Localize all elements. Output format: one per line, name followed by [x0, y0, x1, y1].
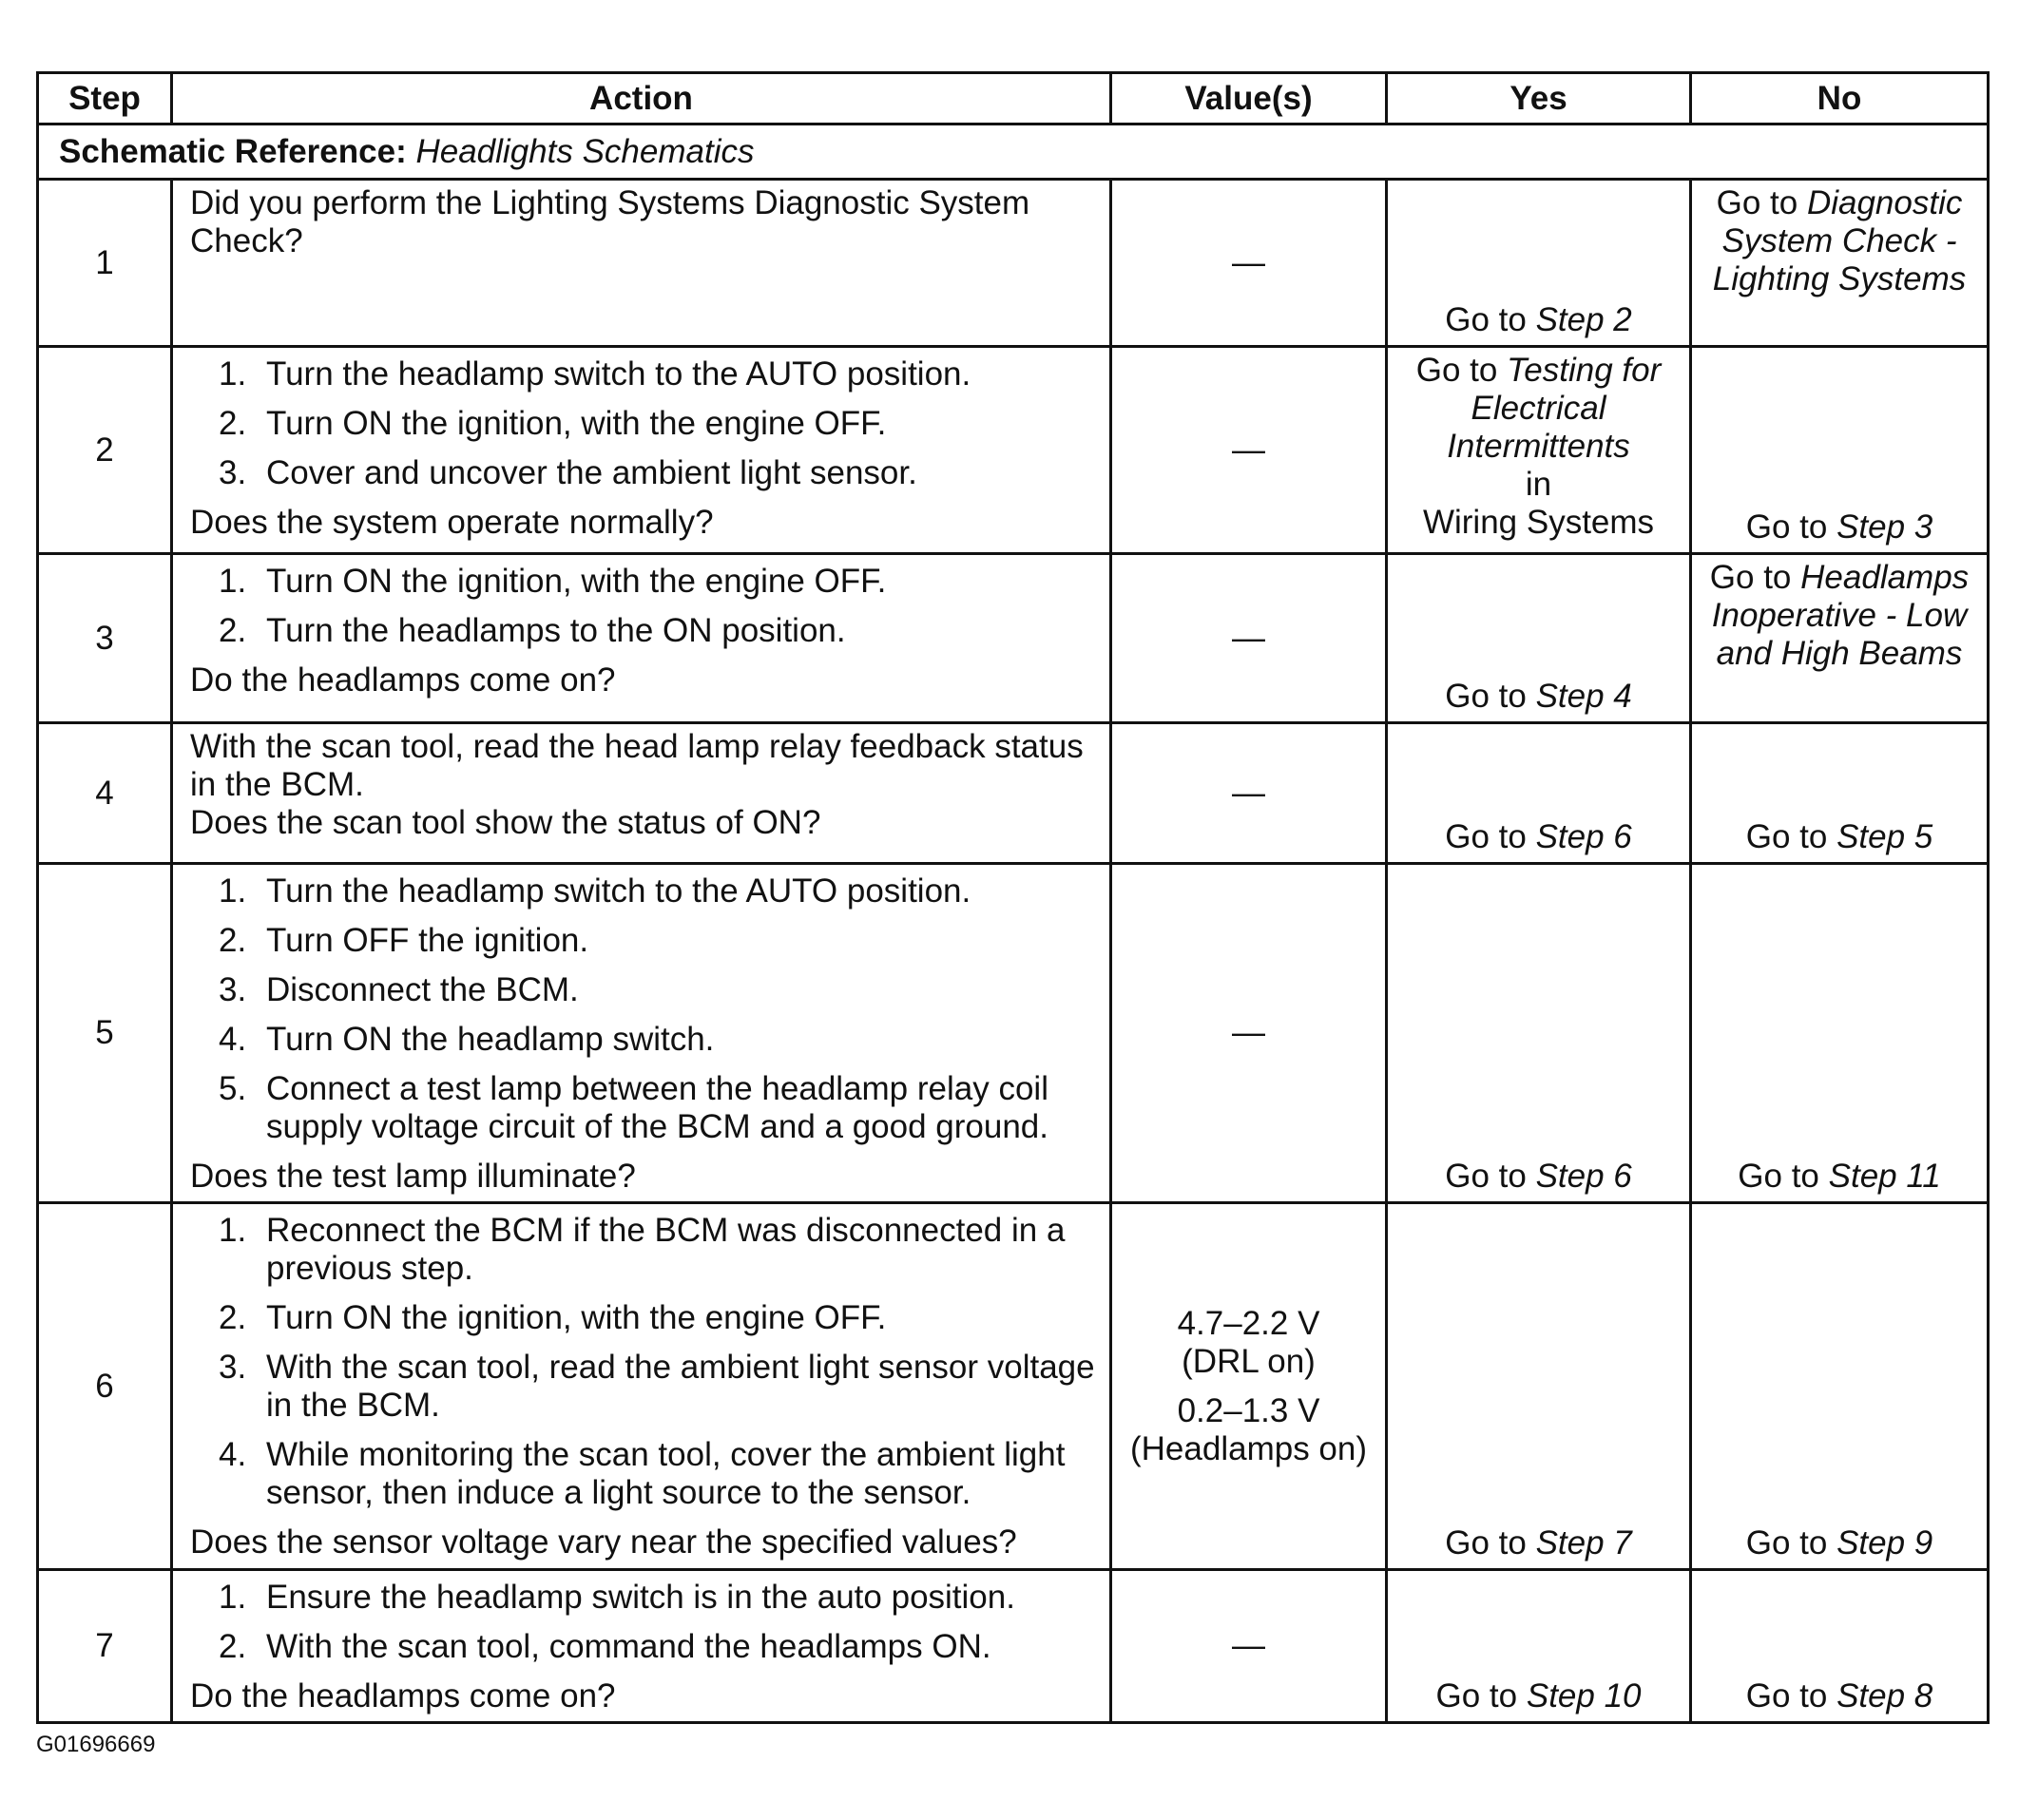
- no-answer: [1692, 1524, 1987, 1562]
- no-cell: [1691, 723, 1989, 864]
- no-link[interactable]: Step 5: [1836, 818, 1933, 855]
- table-row: [38, 864, 1989, 1203]
- step-number: 1: [38, 180, 172, 347]
- action-list: [190, 1212, 1100, 1512]
- values-cell: [1111, 723, 1387, 864]
- yes-link[interactable]: Step 10: [1526, 1677, 1642, 1715]
- value-line: (Headlamps on): [1130, 1429, 1367, 1467]
- action-question: Do the headlamps come on?: [190, 661, 616, 699]
- yes-prefix: Go to: [1445, 678, 1527, 715]
- no-cell: [1691, 1570, 1989, 1723]
- yes-answer: [1388, 1158, 1689, 1196]
- values-cell: [1111, 554, 1387, 723]
- action-item-number: 2.: [219, 1628, 247, 1665]
- action-item: [190, 922, 1100, 960]
- action-item-text: Turn OFF the ignition.: [266, 922, 589, 959]
- action-item-text: Connect a test lamp between the headlamp relay coil supply voltage circuit of the BCM and a good ground.: [266, 1070, 1048, 1145]
- value-line: —: [1232, 774, 1265, 812]
- yes-link[interactable]: Step 7: [1535, 1524, 1632, 1561]
- no-cell: [1691, 180, 1989, 347]
- action-item-number: 1.: [219, 872, 247, 910]
- action-item: [190, 872, 1100, 910]
- yes-link[interactable]: Step 6: [1535, 818, 1632, 855]
- table-row: [38, 723, 1989, 864]
- yes-answer: [1388, 1677, 1689, 1715]
- yes-link[interactable]: Step 4: [1535, 678, 1632, 715]
- action-question: Do the headlamps come on?: [190, 1677, 616, 1715]
- no-prefix: Go to: [1745, 508, 1828, 546]
- no-prefix: Go to: [1738, 1158, 1819, 1195]
- action-cell: [172, 347, 1111, 554]
- no-link[interactable]: Headlamps Inoperative - Low and High Beams: [1711, 559, 1970, 672]
- action-item-number: 4.: [219, 1021, 247, 1058]
- value-line: —: [1232, 243, 1265, 281]
- figure-id: G01696669: [36, 1732, 156, 1757]
- yes-link[interactable]: Step 6: [1535, 1158, 1632, 1195]
- header-no: No: [1691, 73, 1989, 125]
- values-cell: [1111, 1570, 1387, 1723]
- yes-prefix: Go to: [1445, 301, 1527, 338]
- value-line: 0.2–1.3 V: [1177, 1391, 1320, 1429]
- header-values: Value(s): [1111, 73, 1387, 125]
- action-cell: [172, 180, 1111, 347]
- action-cell: [172, 1570, 1111, 1723]
- step-number: 6: [38, 1203, 172, 1570]
- schematic-row: [38, 125, 1989, 180]
- value-line: —: [1232, 619, 1265, 657]
- yes-answer: [1388, 301, 1689, 339]
- action-item-number: 2.: [219, 922, 247, 959]
- yes-suffix-in: in: [1525, 466, 1552, 503]
- no-prefix: Go to: [1745, 818, 1828, 855]
- action-item-number: 4.: [219, 1436, 247, 1473]
- no-answer: [1692, 184, 1987, 298]
- action-item-number: 5.: [219, 1070, 247, 1107]
- action-list: [190, 355, 1100, 492]
- action-question: Does the system operate normally?: [190, 504, 714, 541]
- diagnostic-table: [36, 71, 1990, 1724]
- action-item-text: With the scan tool, command the headlamps ON.: [266, 1628, 991, 1665]
- yes-prefix: Go to: [1415, 352, 1498, 389]
- schematic-reference: [38, 125, 1989, 180]
- action-item: [190, 1349, 1100, 1425]
- action-item: [190, 612, 1100, 650]
- header-action: Action: [172, 73, 1111, 125]
- no-answer: [1692, 1158, 1987, 1196]
- action-item-text: With the scan tool, read the ambient light sensor voltage in the BCM.: [266, 1349, 1095, 1424]
- no-prefix: Go to: [1745, 1524, 1828, 1561]
- action-item-text: While monitoring the scan tool, cover the ambient light sensor, then induce a light source to the sensor.: [266, 1436, 1066, 1511]
- yes-answer: [1388, 1524, 1689, 1562]
- values-cell: [1111, 347, 1387, 554]
- step-number: 7: [38, 1570, 172, 1723]
- table-row: [38, 347, 1989, 554]
- action-item-number: 1.: [219, 355, 247, 393]
- header-row: [38, 73, 1989, 125]
- action-item: [190, 1628, 1100, 1666]
- action-item: [190, 405, 1100, 443]
- no-link[interactable]: Step 3: [1836, 508, 1933, 546]
- yes-cell: [1387, 1570, 1691, 1723]
- schematic-link[interactable]: Headlights Schematics: [415, 132, 755, 170]
- yes-prefix: Go to: [1445, 1158, 1527, 1195]
- action-item-number: 1.: [219, 1212, 247, 1249]
- action-item-text: Cover and uncover the ambient light sensor.: [266, 454, 917, 491]
- action-item-number: 2.: [219, 405, 247, 442]
- action-cell: [172, 1203, 1111, 1570]
- action-item: [190, 454, 1100, 492]
- action-intro: Did you perform the Lighting Systems Diagnostic System Check?: [190, 184, 1030, 259]
- action-item: [190, 1212, 1100, 1288]
- yes-cell: [1387, 864, 1691, 1203]
- action-item-number: 2.: [219, 1299, 247, 1336]
- no-prefix: Go to: [1716, 184, 1798, 221]
- action-item: [190, 1436, 1100, 1512]
- yes-cell: [1387, 723, 1691, 864]
- no-answer: [1692, 508, 1987, 546]
- action-question: Does the scan tool show the status of ON?: [190, 804, 821, 841]
- yes-cell: [1387, 554, 1691, 723]
- yes-prefix: Go to: [1445, 818, 1527, 855]
- yes-suffix-wiring: Wiring Systems: [1422, 504, 1655, 541]
- action-item-number: 1.: [219, 1579, 247, 1616]
- yes-cell: [1387, 180, 1691, 347]
- step-number: 5: [38, 864, 172, 1203]
- step-number: 3: [38, 554, 172, 723]
- action-item: [190, 1021, 1100, 1059]
- value-line: (DRL on): [1182, 1342, 1316, 1380]
- yes-cell: [1387, 1203, 1691, 1570]
- action-cell: [172, 723, 1111, 864]
- action-item-text: Turn ON the headlamp switch.: [266, 1021, 715, 1058]
- no-link[interactable]: Step 9: [1836, 1524, 1933, 1561]
- action-list: [190, 1579, 1100, 1666]
- header-step: Step: [38, 73, 172, 125]
- no-cell: [1691, 1203, 1989, 1570]
- action-item-text: Turn the headlamp switch to the AUTO position.: [266, 872, 971, 910]
- value-line: —: [1232, 431, 1265, 469]
- action-item-text: Turn ON the ignition, with the engine OFF.: [266, 563, 887, 600]
- action-cell: [172, 864, 1111, 1203]
- action-question: Does the sensor voltage vary near the specified values?: [190, 1523, 1017, 1561]
- action-item: [190, 1299, 1100, 1337]
- action-item-number: 3.: [219, 971, 247, 1008]
- action-item-number: 3.: [219, 1349, 247, 1386]
- action-item: [190, 355, 1100, 393]
- action-intro: With the scan tool, read the head lamp relay feedback status in the BCM.: [190, 728, 1084, 803]
- action-list: [190, 872, 1100, 1146]
- action-item: [190, 1579, 1100, 1617]
- action-item-number: 2.: [219, 612, 247, 649]
- values-cell: [1111, 1203, 1387, 1570]
- no-answer: [1692, 818, 1987, 856]
- yes-link[interactable]: Step 2: [1535, 301, 1632, 338]
- step-number: 2: [38, 347, 172, 554]
- schematic-label: Schematic Reference:: [59, 132, 407, 170]
- no-link[interactable]: Step 11: [1828, 1158, 1941, 1195]
- action-question: Does the test lamp illuminate?: [190, 1158, 636, 1195]
- no-prefix: Go to: [1745, 1677, 1828, 1715]
- action-list: [190, 563, 1100, 650]
- table-row: [38, 1203, 1989, 1570]
- values-cell: [1111, 864, 1387, 1203]
- yes-answer: [1388, 678, 1689, 716]
- value-line: —: [1232, 1014, 1265, 1051]
- action-item-text: Turn the headlamps to the ON position.: [266, 612, 846, 649]
- yes-cell: [1387, 347, 1691, 554]
- value-line: 4.7–2.2 V: [1177, 1304, 1320, 1342]
- header-yes: Yes: [1387, 73, 1691, 125]
- no-answer: [1692, 559, 1987, 673]
- no-link[interactable]: Diagnostic System Check - Lighting Systems: [1712, 184, 1967, 297]
- table-row: [38, 554, 1989, 723]
- no-cell: [1691, 347, 1989, 554]
- table-row: [38, 1570, 1989, 1723]
- action-item-text: Ensure the headlamp switch is in the auto position.: [266, 1579, 1015, 1616]
- yes-link[interactable]: Testing for Electrical Intermittents: [1447, 352, 1662, 465]
- yes-answer: [1401, 352, 1677, 542]
- value-line: —: [1232, 1627, 1265, 1664]
- action-item-text: Turn ON the ignition, with the engine OFF.: [266, 1299, 887, 1336]
- no-cell: [1691, 554, 1989, 723]
- action-item-number: 3.: [219, 454, 247, 491]
- action-item: [190, 971, 1100, 1009]
- no-link[interactable]: Step 8: [1836, 1677, 1933, 1715]
- no-prefix: Go to: [1709, 559, 1792, 596]
- action-item-text: Turn the headlamp switch to the AUTO position.: [266, 355, 971, 393]
- action-item-number: 1.: [219, 563, 247, 600]
- yes-prefix: Go to: [1435, 1677, 1518, 1715]
- step-number: 4: [38, 723, 172, 864]
- yes-prefix: Go to: [1445, 1524, 1527, 1561]
- action-cell: [172, 554, 1111, 723]
- no-answer: [1692, 1677, 1987, 1715]
- action-item: [190, 563, 1100, 601]
- action-item-text: Turn ON the ignition, with the engine OFF.: [266, 405, 887, 442]
- table-row: [38, 180, 1989, 347]
- action-item: [190, 1070, 1100, 1146]
- action-item-text: Reconnect the BCM if the BCM was disconnected in a previous step.: [266, 1212, 1066, 1287]
- no-cell: [1691, 864, 1989, 1203]
- values-cell: [1111, 180, 1387, 347]
- action-item-text: Disconnect the BCM.: [266, 971, 579, 1008]
- yes-answer: [1388, 818, 1689, 856]
